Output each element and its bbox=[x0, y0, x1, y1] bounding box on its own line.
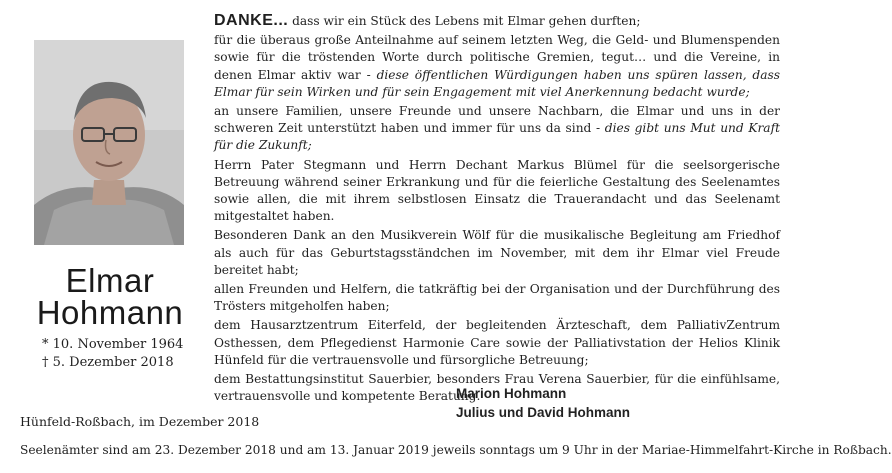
p1-text: für die überaus große Anteilnahme auf seinem letzten Weg, die Geld- und Blumenspenden sowie für die tröstenden Worte durch politische Gremien, tegut… und die Vereine, in denen Elmar aktiv war - bbox=[214, 33, 780, 82]
first-name: Elmar bbox=[65, 262, 155, 299]
thanks-paragraph-7: dem Bestattungsinstitut Sauerbier, besonders Frau Verena Sauerbier, für die einfühlsame, vertrauensvolle und kompetente Beratung. bbox=[214, 372, 780, 404]
thanks-paragraph-3: Herrn Pater Stegmann und Herrn Dechant Markus Blümel für die seelsorgerische Betreuung während seiner Erkrankung und für die feierliche Gestaltung des Seelenamtes sowie allen, die mit ihrem selbstlosen Einsatz die Trauerandacht und das Seelenamt mitgestaltet haben. bbox=[214, 157, 780, 224]
thanks-heading: DANKE... bbox=[214, 12, 289, 29]
signer-line-2: Julius und David Hohmann bbox=[456, 405, 631, 420]
thanks-intro-text: dass wir ein Stück des Lebens mit Elmar gehen durften; bbox=[288, 14, 641, 28]
thanks-text bbox=[214, 12, 780, 407]
thanks-paragraph-2 bbox=[214, 103, 780, 155]
place-date: Hünfeld-Roßbach, im Dezember 2018 bbox=[20, 414, 260, 429]
signers bbox=[456, 384, 630, 422]
p2-text: an unsere Familien, unsere Freunde und unsere Nachbarn, die Elmar und uns in der schweren Zeit unterstützt haben und immer für uns da sind - bbox=[214, 104, 780, 136]
p1-italic: diese öffentlichen Würdigungen haben uns spüren lassen, dass Elmar für sein Wirken und für sein Engagement mit viel Anerkennung bedacht wurde; bbox=[214, 67, 780, 99]
life-dates bbox=[42, 336, 192, 372]
portrait-photo bbox=[34, 40, 184, 245]
p2-italic: dies gibt uns Mut und Kraft für die Zukunft; bbox=[214, 121, 780, 153]
portrait-image bbox=[34, 40, 184, 245]
thanks-paragraph-4: Besonderen Dank an den Musikverein Wölf für die musikalische Begleitung am Friedhof als auch für das Geburtstagsständchen im November, mit dem ihr Elmar viel Freude bereitet habt; bbox=[214, 228, 780, 277]
thanks-paragraph-6: dem Hausarztzentrum Eiterfeld, der begleitenden Ärzteschaft, dem PalliativZentrum Osthessen, dem Pflegedienst Harmonie Care sowie der Palliativstation der Helios Klinik Hünfeld für die vertrauensvolle und fürsorgliche Betreuung; bbox=[214, 318, 780, 367]
mass-dates-footer: Seelenämter sind am 23. Dezember 2018 und am 13. Januar 2019 jeweils sonntags um 9 Uhr in der Mariae-Himmelfahrt-Kirche in Roßbach. bbox=[20, 443, 892, 457]
birth-date: * 10. November 1964 bbox=[42, 337, 184, 352]
thanks-paragraph-5: allen Freunden und Helfern, die tatkräftig bei der Organisation und der Durchführung des Trösters mitgeholfen haben; bbox=[214, 282, 780, 314]
thanks-intro bbox=[214, 12, 780, 30]
death-date: † 5. Dezember 2018 bbox=[42, 355, 174, 370]
thanks-paragraph-1 bbox=[214, 32, 780, 101]
signer-line-1: Marion Hohmann bbox=[456, 386, 567, 401]
last-name: Hohmann bbox=[36, 294, 184, 331]
